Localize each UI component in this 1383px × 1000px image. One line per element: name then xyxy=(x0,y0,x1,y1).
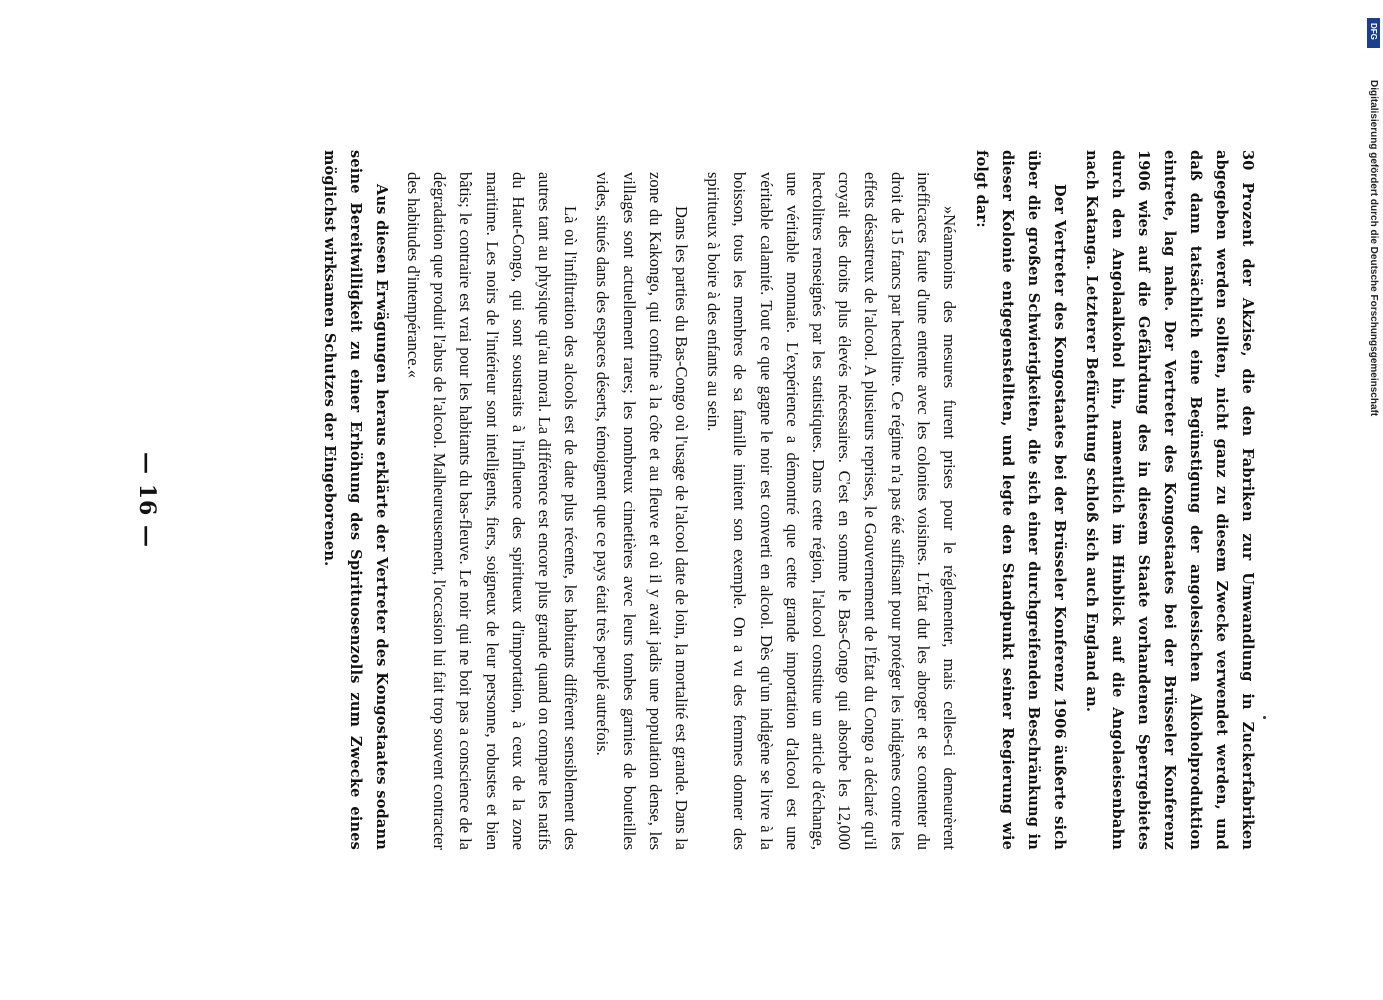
text-column xyxy=(310,150,1260,850)
paragraph-akzise: 30 Prozent der Akzise, die den Fabriken zur Umwandlung in Zuckerfabriken abgegeben werden sollten, nicht ganz zu diesem Zwecke verwendet werden, und daß dann tatsächlich eine Begünstigung der angolesischen Alkoholproduktion eintrete, lag nahe. Der Vertreter des Kongostaates bei der Brüsseler Konferenz 1906 wies auf die Gefährdung des in diesem Staate vorhandenen Sperrgebietes durch den Angolaalkohol hin, namentlich im Hinblick auf die Angolaeisenbahn nach Katanga. Letzterer Befürchtung schloß sich auch England an. xyxy=(1083,150,1256,850)
scan-speck xyxy=(1263,716,1266,719)
digitization-note: Digitalisierung gefördert durch die Deutsche Forschungsgemeinschaft xyxy=(1368,80,1379,417)
rotated-text-block xyxy=(134,150,1260,850)
paragraph-kongostaat-vertreter: Der Vertreter des Kongostaates bei der Brüsseler Konferenz 1906 äußerte sich über die großen Schwierigkeiten, die sich einer durchgreifenden Beschränkung in dieser Kolonie entgegenstellten, und legte den Standpunkt seiner Regierung wie folgt dar: xyxy=(973,150,1068,850)
page-number: — 16 — xyxy=(134,452,160,548)
paragraph-conclusion: Aus diesen Erwägungen heraus erklärte der Vertreter des Kongostaates sodann seine Bereitwilligkeit zu einer Erhöhung des Spirituosenzolls zum Zwecke eines möglichst wirksamen Schutzes der Eingeborenen. xyxy=(320,150,390,850)
quote-paragraph-2: Dans les parties du Bas-Congo où l'usage de l'alcool date de loin, la mortalité est grande. Dans la zone du Kakongo, qui confine à la côte et au fleuve et où il y avait jadis une population dense, les villages sont actuellement rares; les nombreux cimetières avec leurs tombes garnies de bouteilles vides, situés dans des espaces déserts, témoignent que ce pays était très peuplé autrefois. xyxy=(593,172,691,850)
quote-paragraph-3: Là où l'infiltration des alcools est de date plus récente, les habitants diffèrent sensiblement des autres tant au physique qu'au moral. La différence est encore plus grande quand on compare les natifs du Haut-Congo, qui sont soustraits à l'influence des spiritueux d'importation, à ceux de la zone maritime. Les noirs de l'intérieur sont intelligents, fiers, soigneux de leur personne, robustes et bien bâtis; le contraire est vrai pour les habitants du bas-fleuve. Le noir qui ne boit pas a conscience de la dégradation que produit l'abus de l'alcool. Malheureusement, l'occasion lui fait trop souvent contracter des habitudes d'intempérance.« xyxy=(403,172,581,850)
digitization-credit xyxy=(1365,10,1383,990)
dfg-logo: DFG xyxy=(1367,18,1380,48)
quote-paragraph-1: »Néanmoins des mesures furent prises pour le réglementer, mais celles-ci demeurèrent inefficaces faute d'une entente avec les colonies voisines. L'État dut les abroger et se contenter du droit de 15 francs par hectolitre. Ce régime n'a pas été suffisant pour protéger les indigènes contre les effets désastreux de l'alcool. A plusieurs reprises, le Gouvernement de l'État du Congo a déclaré qu'il croyait des droits plus élevés nécessaires. C'est en somme le Bas-Congo qui absorbe les 12,000 hectolitres renseignés par les statistiques. Dans cette région, l'alcool constitue un article d'échange, une véritable monnaie. L'expérience a démontré que cette grande importation d'alcool est une véritable calamité. Tout ce que gagne le noir est converti en alcool. Dès qu'un indigène se livre à la boisson, tous les membres de sa famille imitent son exemple. On a vu des femmes donner des spiritueux à boire à des enfants au sein. xyxy=(704,172,959,850)
